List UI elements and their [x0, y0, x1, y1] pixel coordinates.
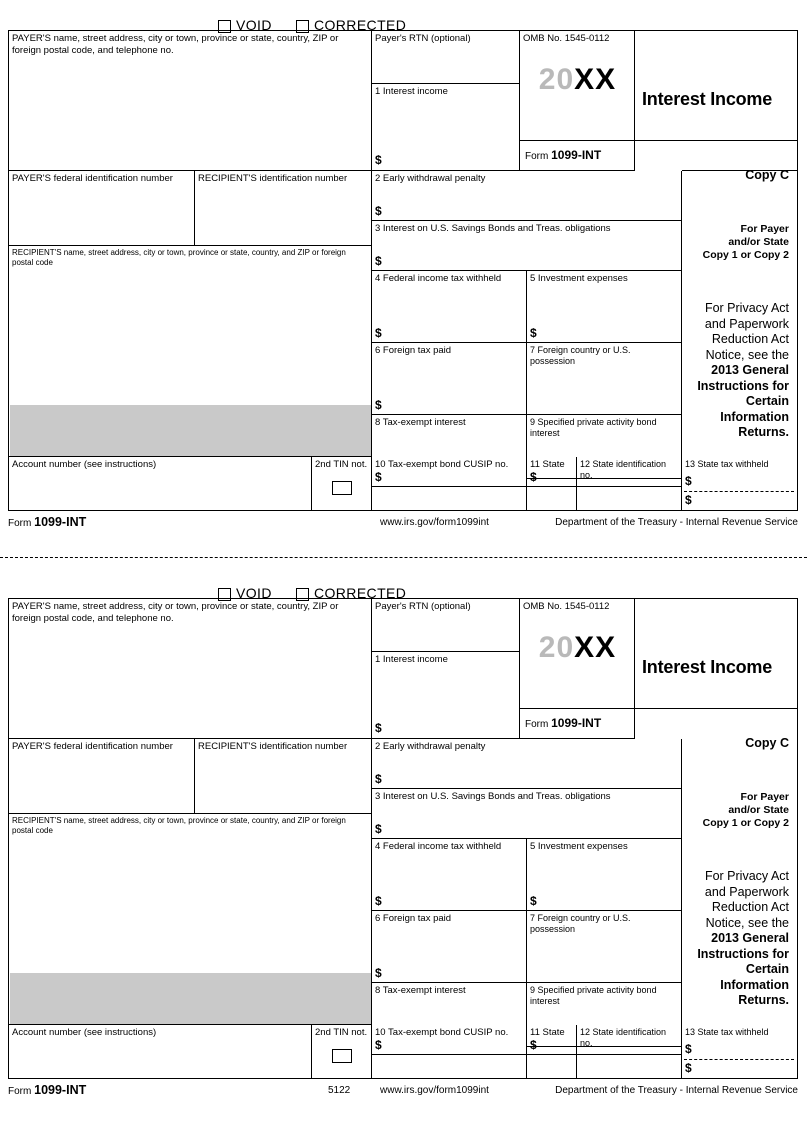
privacy-line9-2: Returns. [738, 993, 789, 1007]
form-label-2: Form [525, 719, 549, 730]
account-number-cell-2[interactable] [9, 1025, 312, 1079]
box10-cusip-cell[interactable] [372, 457, 527, 511]
second-tin-label: 2nd TIN not. [315, 459, 368, 470]
privacy-line1-2: For Privacy Act [704, 869, 789, 883]
payer-name-label-2: PAYER'S name, street address, city or town, province or state, country, ZIP or foreign postal code, and telephone no. [12, 601, 339, 624]
box12-label-2: 12 State identification no. [580, 1027, 667, 1047]
box9-label: 9 Specified private activity bond interest [530, 417, 657, 438]
account-row-divider-2 [9, 1024, 372, 1025]
payer-federal-id-label: PAYER'S federal identification number [12, 173, 173, 184]
tax-year-suffix-2: XX [574, 631, 617, 664]
box2-early-withdrawal-cell[interactable] [372, 171, 682, 221]
box8-label: 8 Tax-exempt interest [375, 417, 466, 428]
box10-label: 10 Tax-exempt bond CUSIP no. [375, 459, 509, 470]
form-number-cell-2 [520, 709, 635, 739]
form-label: Form [525, 151, 549, 162]
tax-year-suffix: XX [574, 63, 617, 96]
box9-label-2: 9 Specified private activity bond interest [530, 985, 657, 1006]
privacy-line4: Notice, see the [705, 347, 789, 362]
privacy-line7-2: Certain [745, 962, 789, 976]
copy-c-label: Copy C [745, 168, 789, 182]
footer-form-label-2: Form [8, 1086, 32, 1097]
document-title-2: Interest Income [642, 657, 773, 677]
corrected-label: CORRECTED [314, 17, 407, 33]
box11-label: 11 State [530, 459, 565, 470]
box6-dollar-sign-2: $ [375, 966, 382, 980]
box13-dollar-sign-1-2: $ [685, 1042, 692, 1056]
box5-investment-expenses-cell-2[interactable] [527, 839, 682, 911]
box13-state-tax-withheld-cell[interactable] [682, 457, 797, 511]
privacy-line6: Instructions for [697, 378, 789, 393]
box4-federal-tax-withheld-cell-2[interactable] [372, 839, 527, 911]
second-tin-checkbox-2[interactable] [332, 1049, 352, 1063]
form-table-2 [8, 598, 798, 1079]
payer-federal-id-cell[interactable] [9, 171, 195, 246]
privacy-line1: For Privacy Act [704, 301, 789, 315]
box5-investment-expenses-cell[interactable] [527, 271, 682, 343]
box8-dollar-sign: $ [375, 470, 382, 484]
box8-label-2: 8 Tax-exempt interest [375, 985, 466, 996]
void-label-2: VOID [236, 585, 272, 601]
box8-dollar-sign-2: $ [375, 1038, 382, 1052]
box13-label-2: 13 State tax withheld [685, 1027, 769, 1037]
account-number-label-2: Account number (see instructions) [12, 1027, 157, 1038]
payer-name-label: PAYER'S name, street address, city or town, province or state, country, ZIP or foreign postal code, and telephone no. [12, 33, 339, 56]
box4-dollar-sign: $ [375, 326, 382, 340]
privacy-notice-cell-2 [682, 845, 797, 1035]
footer-form-2 [8, 1083, 86, 1097]
account-number-cell[interactable] [9, 457, 312, 511]
box6-label: 6 Foreign tax paid [375, 345, 452, 356]
box3-dollar-sign: $ [375, 254, 382, 268]
box7-label: 7 Foreign country or U.S. possession [530, 345, 631, 366]
tax-year-prefix-2: 20 [538, 631, 575, 664]
footer-form-number-2: 1099-INT [34, 1083, 87, 1097]
box13-dollar-sign-1: $ [685, 474, 692, 488]
document-title-cell [635, 31, 797, 141]
second-tin-label-2: 2nd TIN not. [315, 1027, 368, 1038]
box11-state-cell-2[interactable] [527, 1025, 577, 1047]
payer-federal-id-cell-2[interactable] [9, 739, 195, 814]
box11-state-cell[interactable] [527, 457, 577, 479]
payer-name-cell-2[interactable] [9, 599, 372, 739]
copy-c-cell [682, 143, 797, 191]
box6-label-2: 6 Foreign tax paid [375, 913, 452, 924]
second-tin-cell-2[interactable] [312, 1025, 372, 1079]
for-payer-line1: For Payer [740, 223, 789, 235]
second-tin-checkbox[interactable] [332, 481, 352, 495]
box7-label-2: 7 Foreign country or U.S. possession [530, 913, 631, 934]
payer-name-cell[interactable] [9, 31, 372, 171]
box11-label-2: 11 State [530, 1027, 565, 1038]
box5-dollar-sign-2: $ [530, 894, 537, 908]
privacy-line3: Reduction Act [711, 332, 789, 346]
for-payer-line2: and/or State [728, 236, 789, 248]
box4-dollar-sign-2: $ [375, 894, 382, 908]
document-title: Interest Income [642, 89, 773, 109]
box4-label: 4 Federal income tax withheld [375, 273, 502, 284]
footer-catalog-number: 5122 [328, 1085, 351, 1096]
box12-state-id-cell-2[interactable] [577, 1025, 682, 1047]
box12-state-id-cell[interactable] [577, 457, 682, 479]
form-number-cell [520, 141, 635, 171]
form-number-2: 1099-INT [551, 716, 602, 730]
box13-divider [684, 491, 794, 492]
omb-year-cell-2 [520, 599, 635, 709]
privacy-line2: and Paperwork [704, 316, 789, 331]
privacy-line2-2: and Paperwork [704, 884, 789, 899]
box1-interest-income-cell-2[interactable] [372, 652, 520, 739]
box3-savings-bonds-cell-2[interactable] [372, 789, 682, 839]
footer-form [8, 515, 86, 529]
payers-rtn-cell-2[interactable] [372, 599, 520, 652]
privacy-notice-cell [682, 277, 797, 467]
tax-year [520, 63, 635, 97]
box6-foreign-tax-paid-cell-2[interactable] [372, 911, 527, 983]
payers-rtn-label: Payer's RTN (optional) [375, 33, 471, 44]
checkbox-header-row-2 [0, 576, 807, 601]
box1-dollar-sign-2: $ [375, 721, 382, 735]
for-payer-line2-2: and/or State [728, 804, 789, 816]
box4-federal-tax-withheld-cell[interactable] [372, 271, 527, 343]
box6-foreign-tax-paid-cell[interactable] [372, 343, 527, 415]
privacy-line7: Certain [745, 394, 789, 408]
privacy-line4-2: Notice, see the [705, 915, 789, 930]
footer-url-2[interactable]: www.irs.gov/form1099int [380, 1085, 489, 1096]
box2-dollar-sign: $ [375, 204, 382, 218]
box5-label: 5 Investment expenses [530, 273, 628, 284]
box2-label-2: 2 Early withdrawal penalty [375, 741, 486, 752]
recipient-name-label-2: RECIPIENT'S name, street address, city or town, province or state, country, and ZIP or foreign postal code [12, 816, 346, 835]
footer-url[interactable]: www.irs.gov/form1099int [380, 517, 489, 528]
privacy-line9: Returns. [738, 425, 789, 439]
box12-state-id-value-cell-2[interactable] [577, 1047, 682, 1079]
tax-year-prefix: 20 [538, 63, 575, 96]
copy-c-label-2: Copy C [745, 736, 789, 750]
footer-agency-2: Department of the Treasury - Internal Revenue Service [555, 1085, 798, 1096]
recipient-id-cell-2[interactable] [195, 739, 372, 814]
privacy-line5-2: 2013 General [711, 931, 789, 945]
box9-dollar-sign: $ [530, 470, 537, 484]
for-payer-line3-2: Copy 1 or Copy 2 [702, 817, 789, 829]
for-payer-line3: Copy 1 or Copy 2 [702, 249, 789, 261]
privacy-line8: Information [720, 409, 789, 424]
privacy-line8-2: Information [720, 977, 789, 992]
box1-dollar-sign: $ [375, 153, 382, 167]
box7-foreign-country-cell-2[interactable] [527, 911, 682, 983]
box2-dollar-sign-2: $ [375, 772, 382, 786]
privacy-line6-2: Instructions for [697, 946, 789, 961]
for-payer-cell [682, 191, 797, 277]
second-tin-cell[interactable] [312, 457, 372, 511]
omb-label-2: OMB No. 1545-0112 [523, 601, 610, 612]
void-label: VOID [236, 17, 272, 33]
box12-label: 12 State identification no. [580, 459, 667, 479]
box12-state-id-value-cell[interactable] [577, 479, 682, 511]
box13-divider-2 [684, 1059, 794, 1060]
box10-cusip-cell-2[interactable] [372, 1025, 527, 1079]
box4-label-2: 4 Federal income tax withheld [375, 841, 502, 852]
recipient-id-label: RECIPIENT'S identification number [198, 173, 348, 184]
box2-label: 2 Early withdrawal penalty [375, 173, 486, 184]
box10-label-2: 10 Tax-exempt bond CUSIP no. [375, 1027, 509, 1038]
footer-form-number: 1099-INT [34, 515, 87, 529]
privacy-line5: 2013 General [711, 363, 789, 377]
box13-state-tax-withheld-cell-2[interactable] [682, 1025, 797, 1079]
recipient-id-label-2: RECIPIENT'S identification number [198, 741, 348, 752]
box6-dollar-sign: $ [375, 398, 382, 412]
recipient-id-cell[interactable] [195, 171, 372, 246]
account-number-label: Account number (see instructions) [12, 459, 157, 470]
footer-form-label: Form [8, 518, 32, 529]
box13-label: 13 State tax withheld [685, 459, 769, 469]
box9-dollar-sign-2: $ [530, 1038, 537, 1052]
copy-c-cell-2 [682, 711, 797, 759]
payers-rtn-cell[interactable] [372, 31, 520, 84]
corrected-label-2: CORRECTED [314, 585, 407, 601]
for-payer-line1-2: For Payer [740, 791, 789, 803]
privacy-line3-2: Reduction Act [711, 900, 789, 914]
box7-foreign-country-cell[interactable] [527, 343, 682, 415]
recipient-name-label: RECIPIENT'S name, street address, city or town, province or state, country, and ZIP or foreign postal code [12, 248, 346, 267]
box5-label-2: 5 Investment expenses [530, 841, 628, 852]
box1-label: 1 Interest income [375, 86, 448, 97]
box1-label-2: 1 Interest income [375, 654, 448, 665]
document-title-cell-2 [635, 599, 797, 709]
payer-federal-id-label-2: PAYER'S federal identification number [12, 741, 173, 752]
page-perforation-line [0, 557, 807, 558]
box1-interest-income-cell[interactable] [372, 84, 520, 171]
box11-state-value-cell[interactable] [527, 479, 577, 511]
tax-year-2 [520, 631, 635, 665]
form-table [8, 30, 798, 511]
box13-dollar-sign-2: $ [685, 493, 692, 507]
form-footer-2 [8, 1081, 798, 1101]
omb-year-cell [520, 31, 635, 141]
form-footer [8, 513, 798, 533]
box2-early-withdrawal-cell-2[interactable] [372, 739, 682, 789]
omb-label: OMB No. 1545-0112 [523, 33, 610, 44]
footer-agency: Department of the Treasury - Internal Revenue Service [555, 517, 798, 528]
box3-label-2: 3 Interest on U.S. Savings Bonds and Treas. obligations [375, 791, 611, 802]
for-payer-cell-2 [682, 759, 797, 845]
account-row-divider [9, 456, 372, 457]
grey-band [10, 405, 371, 456]
box3-label: 3 Interest on U.S. Savings Bonds and Treas. obligations [375, 223, 611, 234]
box5-dollar-sign: $ [530, 326, 537, 340]
box3-savings-bonds-cell[interactable] [372, 221, 682, 271]
checkbox-header-row [0, 8, 807, 33]
form-number: 1099-INT [551, 148, 602, 162]
payers-rtn-label-2: Payer's RTN (optional) [375, 601, 471, 612]
grey-band-2 [10, 973, 371, 1024]
box13-dollar-sign-2-2: $ [685, 1061, 692, 1075]
box3-dollar-sign-2: $ [375, 822, 382, 836]
box11-state-value-cell-2[interactable] [527, 1047, 577, 1079]
